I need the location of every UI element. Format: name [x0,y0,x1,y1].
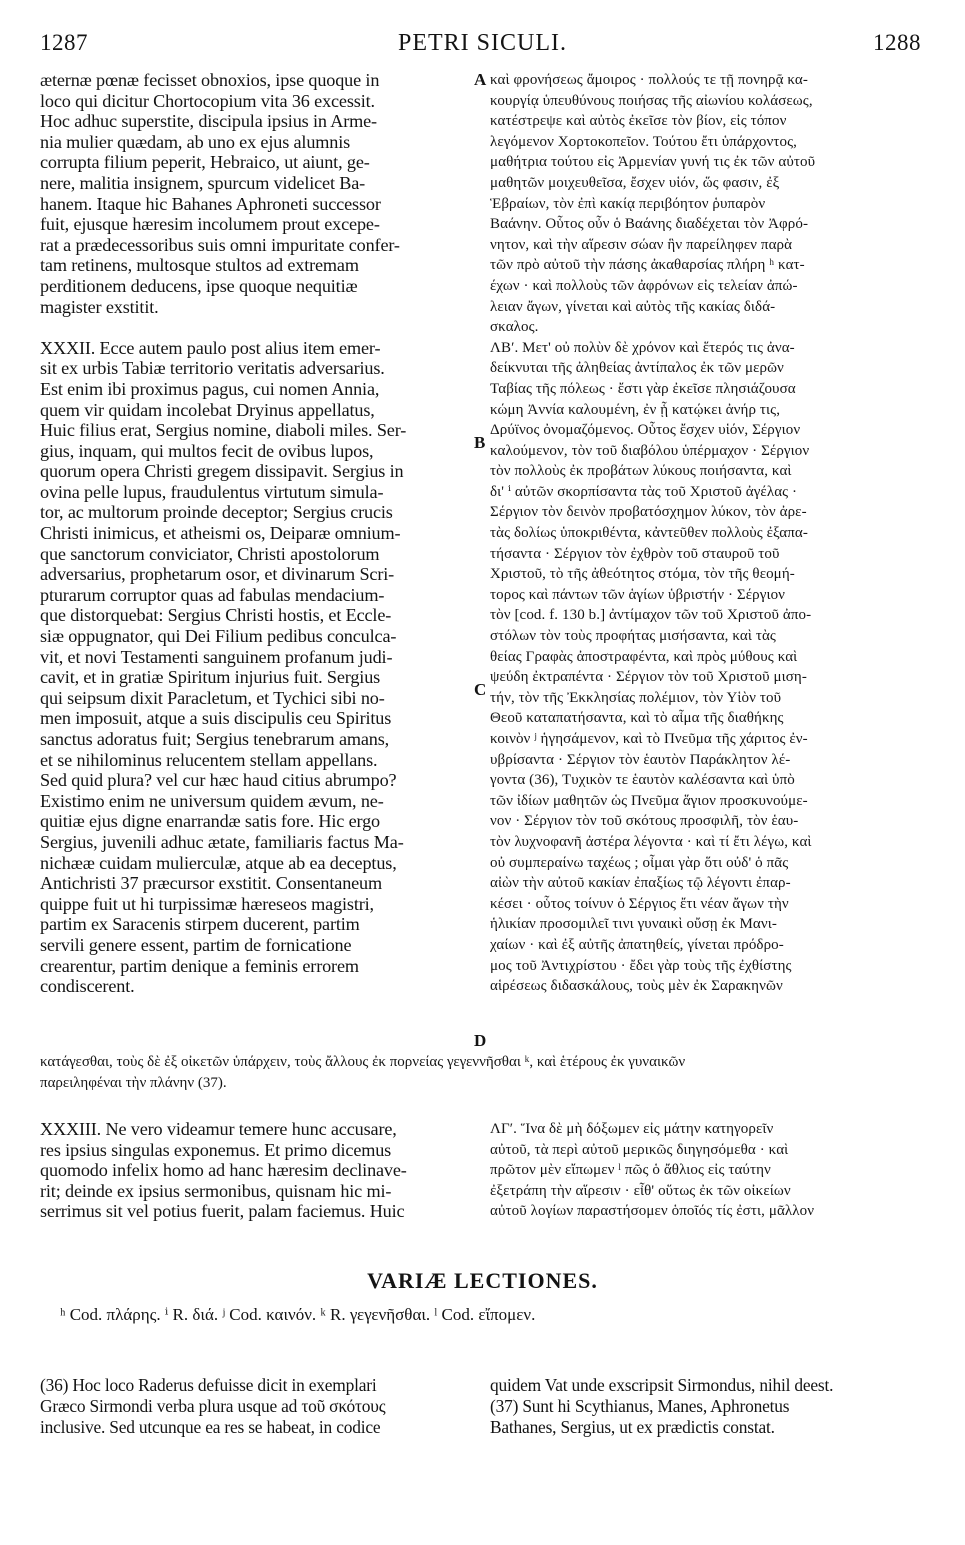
latin-text-line: perditionem deducens, ipse quoque nequitiæ [40,275,358,296]
greek-text-line: τὸν πολλοὺς ἐκ προβάτων λύκους ποιήσαντα, καὶ [490,463,792,480]
latin-text-line: Sed quid plura? vel cur hæc haud citius abrumpo? [40,770,397,791]
greek-text-line: Δρύϊνος ὀνομαζόμενος. Οὗτος ἔσχεν υἱόν, Σέργιον [490,422,801,439]
latin-text-line: quitiæ ejus digne enarrandæ satis fore. Hic ergo [40,811,380,832]
full-width-text-line: παρειληφέναι τὴν πλάνην (37). [40,1074,227,1091]
latin-text-line: nia mulier quædam, ab uno ex ejus alumnis [40,131,351,152]
greek-text-line: τήσαντα · Σέργιον τὸν ἐχθρὸν τοῦ σταυροῦ τοῦ [490,545,780,562]
latin-text-line: vit, et novi Testamenti sanguinem profanum judi- [40,646,393,667]
latin-text-line: condiscerent. [40,976,135,997]
greek-text-line: ΛΓʹ. Ἵνα δὲ μὴ δόξωμεν εἰς μάτην κατηγορεῖν [490,1121,774,1137]
greek-text-line: τὰς δολίως ὑποκριθέντα, κἀντεῦθεν πολλοὺς ἐξαπα- [490,525,808,542]
footnote-line: (37) Sunt hi Scythianus, Manes, Aphronetus [490,1396,790,1416]
greek-text-line: πρῶτον μὲν εἴπωμεν ˡ πῶς ὁ ἄθλιος εἰς ταύτην [490,1162,771,1179]
greek-text-line: στόλων τὸν τοὺς προφήτας μισήσαντα, καὶ τὰς [490,628,776,645]
latin-text-line: sanctus adoratus fuit; Sergius tenebrarum amans, [40,729,390,749]
latin-text-line: Antichristi 37 præcursor exstitit. Consentaneum [40,873,383,894]
latin-text-line: nere, malitia insignem, spurcum videlicet Ba- [40,172,366,193]
latin-text-line: Christi inimicus, et atheismi os, Deiparæ omnium- [40,523,401,544]
greek-text-line: τῶν ἰδίων μαθητῶν ὡς Πνεῦμα ἅγιον προσκυνούμε- [490,792,808,809]
latin-text-line: quem vir quidam incolebat Dryinus appellatus, [40,399,375,420]
greek-text-line: κώμη Ἀννία καλουμένη, ἐν ᾗ κατῴκει ἀνήρ τις, [490,401,781,418]
margin-letter-d: D [474,1031,487,1050]
greek-text-line: δι' ⁱ αὐτῶν σκορπίσαντα τὰς τοῦ Χριστοῦ ἀγέλας · [490,483,798,500]
latin-text-line: quorum opera Christi gregem dissipavit. Sergius in [40,461,404,482]
latin-text-line: ovina pelle lupus, fraudulentus virtutum simula- [40,481,384,502]
latin-text-line: siæ oppugnator, qui Dei Filium pedibus conculca- [40,626,397,647]
latin-text-line: magister exstitit. [40,296,159,317]
greek-text-line: δείκνυται τῆς ἀληθείας ἀντίπαλος ἐκ τῶν μερῶν [490,360,784,377]
latin-text-line: tam retinens, multosque stultos ad extremam [40,255,359,276]
latin-text-line: æternæ pœnæ fecisset obnoxios, ipse quoque in [40,70,380,90]
latin-text-line: rit; deinde ex ipsius sermonibus, quisnam hic mi- [40,1180,392,1201]
running-title: PETRI SICULI. [398,30,567,56]
latin-text-line: adversarius, prophetarum osor, et divinarum Scri- [40,564,395,585]
greek-text-line: θείας Γραφὰς ἀποστραφέντα, καὶ πρὸς μύθους καὶ [490,648,798,665]
full-width-greek-continuation [40,1052,925,1093]
latin-text-line: gius, inquam, qui multos fecit de ovibus lupos, [40,440,374,461]
latin-text-line: que distorquebat: Sergius Christi hostis, et Eccle- [40,605,392,626]
greek-text-line: νητον, καὶ τὴν αἵρεσιν σώαν ἣν παρείληφεν παρὰ [490,236,793,253]
latin-text-line: Est enim ibi proximus pagus, cui nomen Annia, [40,378,380,399]
greek-text-line: τὸν [cod. f. 130 b.] ἀντίμαχον τῶν τοῦ Χριστοῦ ἀπο- [490,607,812,624]
greek-text-line: μαθητῶν μοιχευθεῖσα, ἔσχεν υἱόν, ὥς φασιν, ἐξ [490,174,780,191]
latin-text-line: loco qui dicitur Chortocopium vita 36 excessit. [40,90,375,111]
latin-text-line: XXXIII. Ne vero videamur temere hunc accusare, [40,1119,397,1139]
greek-text-line: αἰὼν τὴν αὐτοῦ κακίαν ἐπαξίως τῷ λέγοντι ἐπαρ- [490,875,791,892]
footnote-line: Græco Sirmondi verba plura usque ad τοῦ σκότους [40,1396,386,1416]
latin-text-line: XXXII. Ecce autem paulo post alius item emer- [40,337,381,358]
latin-text-line: fuit, ejusque hæresim incolumem prout excepe- [40,214,380,235]
greek-text-line: καλούμενον, τὸν τοῦ διαβόλου ὑπέρμαχον · Σέργιον [490,442,810,459]
variae-lectiones-title: VARIÆ LECTIONES. [367,1268,598,1293]
latin-text-line: servili genere essent, partim de fornicatione [40,934,352,955]
right-page-number: 1288 [873,30,921,55]
greek-text-line: κατέστρεψε καὶ αὐτὸς ἐκεῖσε τὸν βίον, εἰς τόπον [490,113,787,130]
greek-text-line: μος τοῦ Ἀντιχρίστου · ἔδει γὰρ τοὺς τῆς ἐχθίστης [490,957,792,974]
footnote-line: Bathanes, Sergius, ut ex prædictis constat. [490,1417,775,1437]
greek-text-line: αὐτοῦ λογίων παραστήσομεν ὁποῖός τίς ἐστι, μᾶλλον [490,1203,815,1220]
greek-text-line: τορος καὶ πάντων τῶν ἁγίων ὑβριστήν · Σέργιον [490,586,786,603]
latin-text-line: Existimo enim ne universum quidem ævum, ne- [40,790,384,811]
greek-text-line: υβρίσαντα · Σέργιον τὸν ἑαυτὸν Παράκλητον λέ- [490,751,791,768]
greek-text-line: χαίων · καὶ ἐξ αὐτῆς ἀπατηθείς, γίνεται πρόδρο- [490,936,784,953]
latin-text-line: nichææ cuidam mulierculæ, atque ab ea deceptus, [40,852,397,873]
latin-text-line: hanem. Itaque hic Bahanes Aphroneti successor [40,193,381,214]
greek-text-line: μαθήτρια τούτου εἰς Ἀρμενίαν γυνή τις ἐκ τῶν αὐτοῦ [490,154,816,171]
greek-text-line: Ταβίας τῆς πόλεως · ἔστι γὰρ ἐκεῖσε πλησιάζουσα [490,380,796,397]
variae-lectiones-readings: ʰ Cod. πλάρης. ⁱ R. διά. ʲ Cod. καινόν. ᵏ R. γεγενῆσθαι. ˡ Cod. εἴπομεν. [60,1305,536,1324]
latin-text-line: quomodo infelix homo ad hanc hæresim declinave- [40,1160,407,1181]
latin-text-line: pturarum corruptor quas ad fabulas mendacium- [40,584,385,605]
greek-text-line: κοινὸν ʲ ἡγησάμενον, καὶ τὸ Πνεῦμα τῆς χάριτος ἐν- [490,731,808,747]
margin-letter-c: C [474,680,487,699]
latin-text-line: partim ex Saracenis stirpem ducerent, partim [40,914,360,935]
chapter-xxxiii-latin [40,1119,475,1222]
greek-text-line: σκαλος. [490,319,539,336]
greek-text-line: τήν, τὸν τῆς Ἐκκλησίας πολέμιον, τὸν Υἱὸν τοῦ [490,689,782,706]
latin-text-line: cavit, et in gratiæ Spiritum injurius fuit. Sergius [40,667,381,688]
latin-text-line: qui seipsum dixit Paracletum, et Tychici sibi no- [40,687,385,708]
greek-text-line: ἡλικίαν προσομιλεῖ τινι γυναικὶ οὔσῃ ἐκ Μανι- [490,916,777,933]
greek-text-line: τὸν λυχνοφανῆ ἀστέρα λέγοντα · καὶ τί ἔτι λέγω, καὶ [490,833,812,850]
latin-text-line: sit ex urbis Tabiæ territorio veritatis adversarius. [40,358,385,379]
greek-text-line: καὶ φρονήσεως ἄμοιρος · πολλούς τε τῇ πονηρᾷ κα- [490,72,808,88]
latin-text-line: crearentur, partim denique a feminis errorem [40,955,359,976]
latin-text-line: rat a prædecessoribus suis omni impuritate confer- [40,234,400,255]
latin-text-line: Sergius, juvenili adhuc ætate, familiaris factus Ma- [40,831,404,852]
greek-text-line: ψεύδη ἐκτραπέντα · Σέργιον τὸν τοῦ Χριστοῦ μιση- [490,669,807,686]
greek-text-line: αὐτοῦ, τὰ περὶ αὐτοῦ μερικῶς διηγησόμεθα · καὶ [490,1141,789,1158]
greek-text-line: ἐξετράπη τὴν αἵρεσιν · εἶθ' οὕτως ἐκ τῶν οἰκείων [490,1182,791,1199]
greek-text-line: Χριστοῦ, τὸ τῆς ἀθεότητος στόμα, τὸν τῆς θεομή- [490,566,795,583]
latin-column [40,70,475,997]
margin-letter-a: A [474,70,487,89]
greek-column [490,70,920,997]
chapter-xxxiii-greek [490,1119,925,1222]
latin-text-line: et se nihilominus relucentem stellam appellans. [40,749,378,770]
greek-text-line: τῶν πρὸ αὐτοῦ τὴν πάσης ἀκαθαρσίας πλήρη ʰ κατ- [490,257,805,274]
latin-text-line: serrimus sit vel potius fuerit, palam faciemus. Huic [40,1201,405,1222]
greek-text-line: Θεοῦ καταπατήσαντα, καὶ τὸ αἷμα τῆς διαθήκης [490,710,784,727]
footnote-line: inclusive. Sed utcunque ea res se habeat, in codice [40,1417,381,1437]
greek-text-line: Βαάνην. Οὗτος οὖν ὁ Βαάνης διαδέχεται τὸν Ἀφρό- [490,216,809,233]
latin-text-line: Huic filius erat, Sergius nomine, diaboli miles. Ser- [40,420,407,441]
greek-text-line: κουργίᾳ ὑπευθύνους ποιήσας τῆς αἰωνίου κολάσεως, [490,92,813,109]
left-page-number: 1287 [40,30,88,55]
margin-letter-b: B [474,433,486,452]
full-width-text-line: κατάγεσθαι, τοὺς δὲ ἐξ οἰκετῶν ὑπάρχειν, τοὺς ἄλλους ἐκ πορνείας γεγεννῆσθαι ᵏ, καὶ ἑτέρους ἐκ γυναικῶν [40,1054,686,1070]
latin-text-line: que sanctorum conviciator, Christi apostolorum [40,543,380,564]
footnotes-left-column [40,1375,475,1438]
latin-text-line: men imposuit, atque a suis discipulis ceu Spiritus [40,708,392,729]
greek-text-line: Ἑβραίων, τὸν ἐπὶ κακίᾳ περιβόητον ῥυπαρὸν [490,195,766,212]
footnote-line: (36) Hoc loco Raderus defuisse dicit in exemplari [40,1375,377,1395]
latin-text-line [40,317,475,338]
greek-text-line: αἱρέσεως διδασκάλους, τοὺς μὲν ἐκ Σαρακηνῶν [490,978,783,995]
latin-text-line: Hoc adhuc superstite, discipula ipsius in Arme- [40,111,377,132]
greek-text-line: νον · Σέργιον τὸν τοῦ σκότους προσφιλῆ, τὸν ἑαυ- [490,813,799,830]
latin-text-line: res ipsius singulas exponemus. Et primo dicemus [40,1139,392,1160]
footnotes-right-column [490,1375,925,1438]
greek-text-line: λεγόμενον Χορτοκοπεῖον. Τούτου ἔτι ὑπάρχοντος, [490,133,797,150]
latin-text-line: quippe fuit ut hi turpissimæ hæreseos magistri, [40,893,374,914]
latin-text-line: corrupta filium peperit, Hebraico, ut aiunt, ge- [40,152,370,173]
latin-text-line: tor, ac multorum proinde deceptor; Sergius crucis [40,502,393,523]
greek-text-line: ΛΒʹ. Μετ' οὐ πολὺν δὲ χρόνον καὶ ἕτερός τις ἀνα- [490,339,795,356]
greek-text-line: λειαν ἄγων, γίνεται καὶ αὐτὸς τῆς κακίας διδά- [490,298,776,315]
greek-text-line: Σέργιον τὸν δεινὸν προβατόσχημον λύκον, τὸν ἀρε- [490,504,807,521]
greek-text-line: κέσει · οὗτος τοίνυν ὁ Σέργιος ἔτι νέαν ἄγων τὴν [490,895,789,912]
greek-text-line: οὐ συμπεραίνω ταχέως ; οἶμαι γὰρ ὅτι οὐδ' ὁ πᾶς [490,854,789,871]
greek-text-line: έχων · καὶ πολλοὺς τῶν ἀφρόνων εἰς τελείαν ἀπώ- [490,277,798,294]
greek-text-line: γοντα (36), Τυχικὸν τε ἑαυτὸν καλέσαντα καὶ ὑπὸ [490,772,795,789]
footnote-line: quidem Vat unde exscripsit Sirmondus, nihil deest. [490,1375,834,1395]
